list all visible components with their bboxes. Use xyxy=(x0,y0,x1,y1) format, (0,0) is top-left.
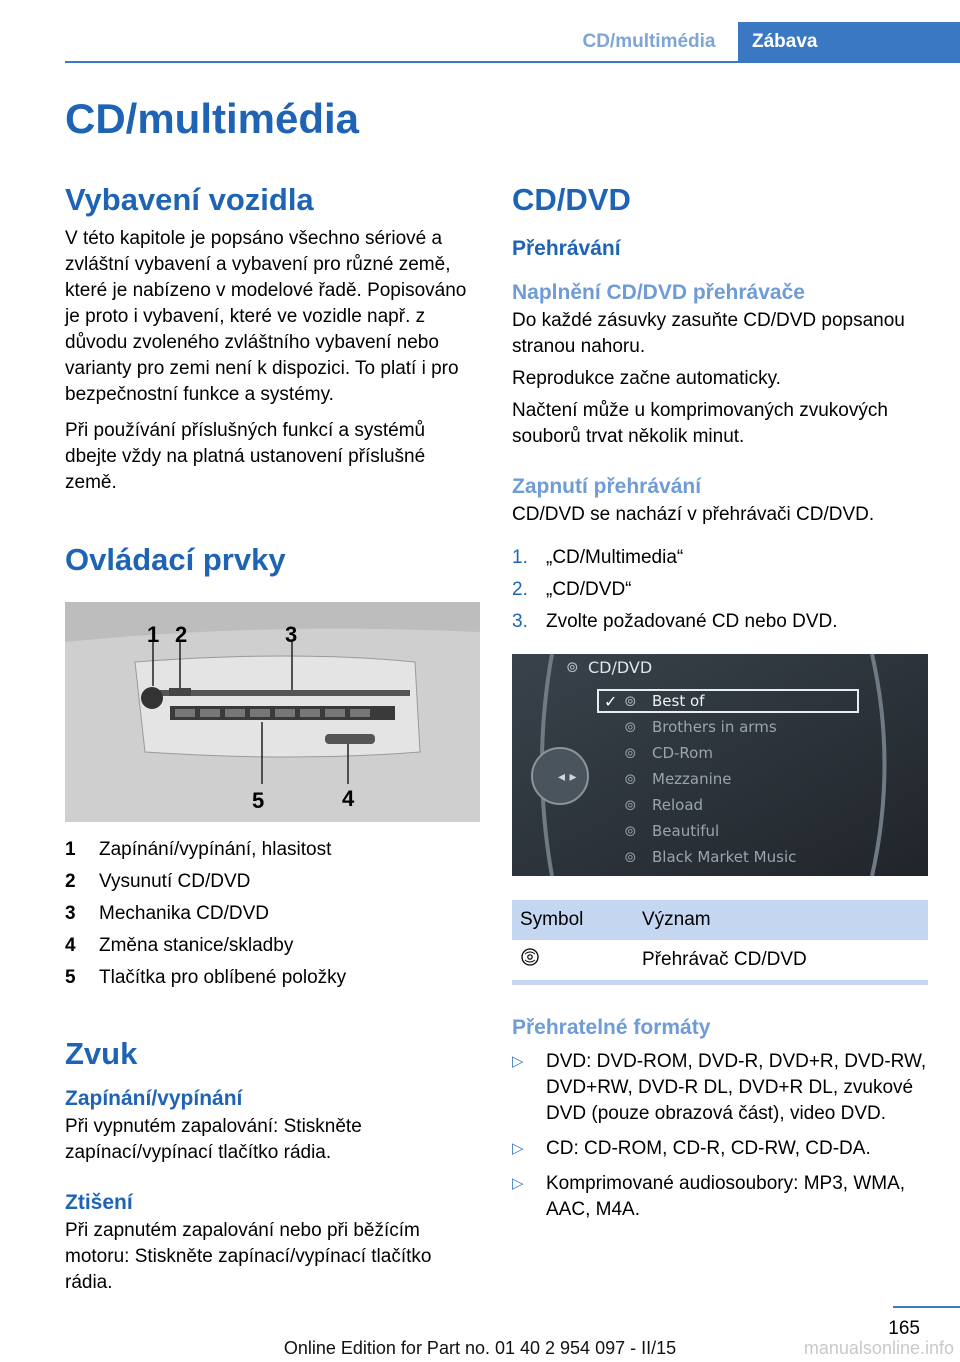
radio-panel-illustration xyxy=(65,602,480,822)
legend-number: 4 xyxy=(65,935,76,956)
callout-2: 2 xyxy=(175,622,188,647)
controller-arrows-icon: ◂ ▸ xyxy=(558,769,577,785)
disc-icon: ⊚ xyxy=(624,718,637,736)
ztiseni-text: Při zapnutém zapalování nebo při běžícím motoru: Stiskněte zapínací/vypínací tlačítko rádia. xyxy=(65,1220,432,1293)
header-chapter: CD/multimédia xyxy=(582,31,716,52)
disc-title-icon: ⊚ xyxy=(566,658,579,676)
legend-item xyxy=(65,962,480,994)
legend-text: Vysunutí CD/DVD xyxy=(99,871,251,892)
left-column xyxy=(65,180,480,1296)
page-header xyxy=(0,22,960,62)
step-text: Zvolte požadované CD nebo DVD. xyxy=(546,611,838,632)
legend-item xyxy=(65,930,480,962)
legend-item xyxy=(65,834,480,866)
callout-1: 1 xyxy=(147,622,160,647)
naplneni-paragraph-2: Reprodukce začne automaticky. xyxy=(512,368,781,389)
callout-5: 5 xyxy=(252,788,265,813)
controls-legend xyxy=(65,834,480,994)
format-text: CD: CD-ROM, CD-R, CD-RW, CD-DA. xyxy=(546,1138,871,1159)
format-item xyxy=(512,1171,928,1223)
legend-number: 3 xyxy=(65,903,76,924)
disc-icon: ⊚ xyxy=(624,848,637,866)
legend-number: 1 xyxy=(65,839,76,860)
heading-ztiseni: Ztišení xyxy=(65,1191,133,1214)
heading-ovladaci-prvky: Ovládací prvky xyxy=(65,542,286,577)
disc-icon: ⊚ xyxy=(624,692,637,710)
step-number: 1. xyxy=(512,547,528,568)
step-item xyxy=(512,542,928,574)
formats-list xyxy=(512,1049,928,1223)
legend-item xyxy=(65,866,480,898)
table-header-meaning: Význam xyxy=(634,900,928,940)
heading-prehravani: Přehrávání xyxy=(512,237,621,260)
format-item xyxy=(512,1049,928,1127)
triangle-bullet-icon: ▷ xyxy=(512,1053,524,1070)
step-number: 2. xyxy=(512,579,528,600)
table-bottom-rule xyxy=(512,980,928,985)
heading-zvuk: Zvuk xyxy=(65,1036,138,1071)
table-row xyxy=(512,940,928,980)
table-header-symbol: Symbol xyxy=(512,900,634,940)
heading-formaty: Přehratelné formáty xyxy=(512,1016,711,1039)
menu-item[interactable]: Mezzanine xyxy=(652,770,732,788)
step-text: „CD/Multimedia“ xyxy=(546,547,684,568)
steps-list xyxy=(512,542,928,638)
legend-text: Mechanika CD/DVD xyxy=(99,903,269,924)
controls-photo xyxy=(65,602,480,822)
header-rule xyxy=(65,61,960,63)
triangle-bullet-icon: ▷ xyxy=(512,1140,524,1157)
zapnuti-text: CD/DVD se nachází v přehrávači CD/DVD. xyxy=(512,504,875,525)
page-title: CD/multimédia xyxy=(65,95,360,142)
table-cell-meaning: Přehrávač CD/DVD xyxy=(642,949,807,970)
menu-item[interactable]: Beautiful xyxy=(652,822,720,840)
vybaveni-paragraph-2: Při používání příslušných funkcí a systémů dbejte vždy na platná ustanovení příslušné země. xyxy=(65,420,426,493)
cd-player-icon xyxy=(520,947,540,967)
step-item xyxy=(512,606,928,638)
legend-item xyxy=(65,898,480,930)
footer-edition: Online Edition for Part no. 01 40 2 954 097 - II/15 xyxy=(283,1338,677,1358)
disc-icon: ⊚ xyxy=(624,822,637,840)
table-cell-symbol xyxy=(512,940,634,980)
step-text: „CD/DVD“ xyxy=(546,579,632,600)
legend-number: 5 xyxy=(65,967,76,988)
screen-title: CD/DVD xyxy=(588,658,653,677)
disc-icon: ⊚ xyxy=(624,796,637,814)
menu-item[interactable]: CD-Rom xyxy=(652,744,713,762)
format-text: Komprimované audiosoubory: MP3, WMA, AAC, M4A. xyxy=(546,1173,906,1220)
callout-4: 4 xyxy=(342,786,355,811)
disc-icon: ⊚ xyxy=(624,770,637,788)
footer-rule xyxy=(893,1306,960,1308)
callout-3: 3 xyxy=(285,622,298,647)
format-text: DVD: DVD-ROM, DVD-R, DVD+R, DVD-RW, DVD+RW, DVD-R DL, DVD+R DL, zvukové DVD (pouze obrazová část), video DVD. xyxy=(546,1051,927,1124)
legend-text: Změna stanice/skladby xyxy=(99,935,294,956)
format-item xyxy=(512,1136,928,1162)
triangle-bullet-icon: ▷ xyxy=(512,1175,524,1192)
disc-icon: ⊚ xyxy=(624,744,637,762)
naplneni-paragraph-1: Do každé zásuvky zasuňte CD/DVD popsanou stranou nahoru. xyxy=(512,310,905,357)
step-item xyxy=(512,574,928,606)
check-icon: ✓ xyxy=(604,692,618,711)
menu-item[interactable]: Best of xyxy=(652,692,705,710)
vybaveni-paragraph-1: V této kapitole je popsáno všechno sériové a zvláštní vybavení a vybavení pro různé země, které je nabízeno v modelové řadě. Popisováno je proto i vybavení, které ve vozidle např. z důvodu zvoleného zvláštního vybavení nebo varianty pro zemi není k dispozici. To platí i pro bezpečnostní funkce a systémy. xyxy=(65,228,467,405)
heading-cd-dvd: CD/DVD xyxy=(512,182,631,217)
menu-item[interactable]: Brothers in arms xyxy=(652,718,777,736)
right-column xyxy=(512,180,928,1232)
header-part: Zábava xyxy=(738,22,960,62)
legend-text: Tlačítka pro oblíbené položky xyxy=(99,967,347,988)
cd-dvd-menu-illustration xyxy=(512,654,928,876)
menu-item[interactable]: Reload xyxy=(652,796,704,814)
heading-vybaveni: Vybavení vozidla xyxy=(65,182,314,217)
heading-naplneni: Naplnění CD/DVD přehrávače xyxy=(512,281,805,304)
legend-text: Zapínání/vypínání, hlasitost xyxy=(99,839,332,860)
heading-zapnuti: Zapnutí přehrávání xyxy=(512,475,702,498)
menu-item[interactable]: Black Market Music xyxy=(652,848,797,866)
naplneni-paragraph-3: Načtení může u komprimovaných zvukových souborů trvat několik minut. xyxy=(512,400,888,447)
step-number: 3. xyxy=(512,611,528,632)
zapinani-text: Při vypnutém zapalování: Stiskněte zapínací/vypínací tlačítko rádia. xyxy=(65,1116,362,1163)
page-number: 165 xyxy=(888,1318,920,1339)
idrive-screen-photo xyxy=(512,654,928,876)
heading-zapinani: Zapínání/vypínání xyxy=(65,1087,243,1110)
symbol-table xyxy=(512,900,928,980)
legend-number: 2 xyxy=(65,871,76,892)
watermark: manualsonline.info xyxy=(803,1338,954,1358)
